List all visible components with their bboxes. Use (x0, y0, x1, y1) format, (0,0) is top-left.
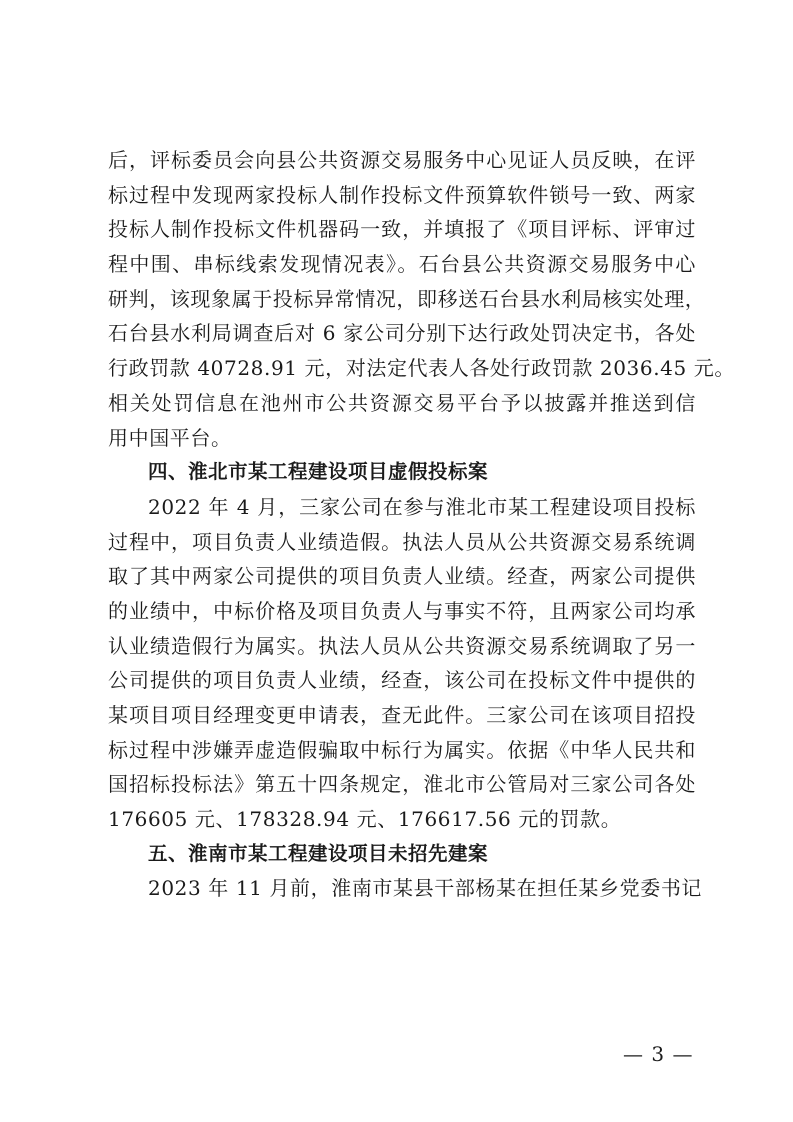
text-line: 取了其中两家公司提供的项目负责人业绩。经查，两家公司提供 (108, 564, 696, 589)
section-5-heading: 五、淮南市某工程建设项目未招先建案 (148, 841, 489, 865)
document-body (108, 143, 735, 906)
text-line: 2023 年 11 月前，淮南市某县干部杨某在担任某乡党委书记 (148, 876, 703, 901)
text-line: 的业绩中，中标价格及项目负责人与事实不符，且两家公司均承 (108, 598, 696, 623)
text-line: 石台县水利局调查后对 6 家公司分别下达行政处罚决定书，各处 (108, 321, 696, 346)
text-line: 认业绩造假行为属实。执法人员从公共资源交易系统调取了另一 (108, 633, 696, 658)
text-line: 某项目项目经理变更申请表，查无此件。三家公司在该项目招投 (108, 703, 696, 727)
text-line: 后，评标委员会向县公共资源交易服务中心见证人员反映，在评 (108, 148, 696, 172)
section-4-paragraph (108, 490, 696, 837)
text-line: 176605 元、178328.94 元、176617.56 元的罚款。 (108, 807, 622, 832)
section-4-heading: 四、淮北市某工程建设项目虚假投标案 (148, 460, 489, 484)
text-line: 2022 年 4 月，三家公司在参与淮北市某工程建设项目投标 (148, 494, 696, 519)
text-line: 标过程中涉嫌弄虚造假骗取中标行为属实。依据《中华人民共和 (108, 737, 696, 762)
text-line: 相关处罚信息在池州市公共资源交易平台予以披露并推送到信 (108, 390, 696, 415)
page-number: — 3 — (623, 1042, 694, 1066)
text-line: 程中围、串标线索发现情况表》。石台县公共资源交易服务中心 (108, 252, 696, 277)
text-line: 行政罚款 40728.91 元，对法定代表人各处行政罚款 2036.45 元。 (108, 356, 735, 381)
text-line: 过程中，项目负责人业绩造假。执法人员从公共资源交易系统调 (108, 529, 696, 554)
paragraph-1 (108, 143, 735, 455)
text-line: 国招标投标法》第五十四条规定，淮北市公管局对三家公司各处 (108, 772, 696, 797)
text-line: 投标人制作投标文件机器码一致，并填报了《项目评标、评审过 (108, 217, 696, 242)
text-line: 用中国平台。 (108, 425, 232, 450)
text-line: 公司提供的项目负责人业绩，经查，该公司在投标文件中提供的 (108, 668, 696, 693)
text-line: 标过程中发现两家投标人制作投标文件预算软件锁号一致、两家 (108, 182, 696, 207)
text-line: 研判，该现象属于投标异常情况，即移送石台县水利局核实处理， (108, 286, 706, 311)
section-5-paragraph (108, 871, 703, 906)
